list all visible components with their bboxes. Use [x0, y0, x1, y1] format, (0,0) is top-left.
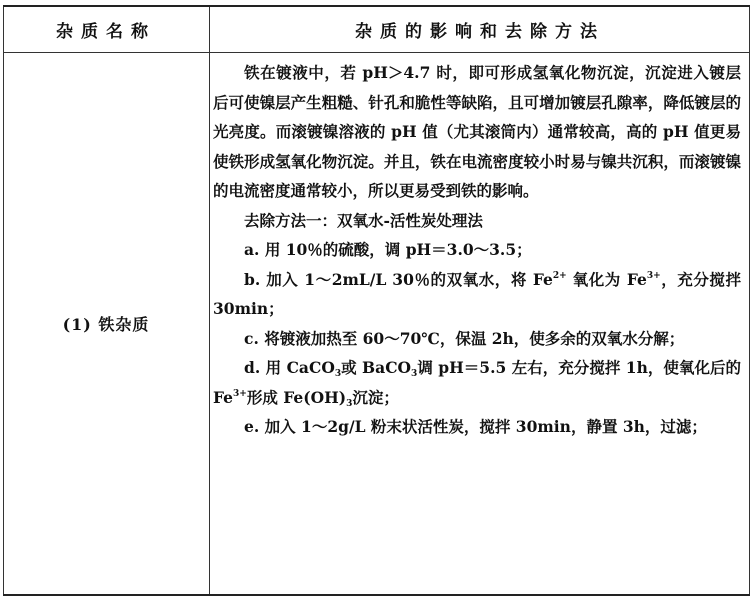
- table-column-divider: [209, 7, 210, 594]
- step-d: [213, 353, 741, 412]
- step-d-text-2: 或 BaCO: [341, 358, 412, 377]
- header-effect-removal: 杂质的影响和去除方法: [355, 22, 605, 42]
- step-d-sub-1: 3: [334, 369, 342, 379]
- step-b-text-3: ，充分搅拌 30min；: [213, 269, 741, 318]
- step-b-text-2: 氧化为 Fe: [566, 269, 647, 289]
- method-title: 去除方法一：双氧水-活性炭处理法: [244, 210, 483, 230]
- step-d-sub-3: 3: [346, 398, 353, 409]
- step-d-sup-1: 3+: [233, 388, 247, 399]
- step-b: [213, 265, 741, 324]
- step-d-text-3: 调 pH＝5.5 左右，充分搅拌 1h，使氧化后的 Fe: [213, 358, 741, 407]
- table-border-right: [749, 7, 750, 594]
- step-d-sub-2: 3: [411, 369, 418, 379]
- step-c: c. 将镀液加热至 60～70℃，保温 2h，使多余的双氧水分解；: [244, 328, 685, 348]
- step-d-text-4: 形成 Fe(OH): [246, 387, 347, 407]
- step-e: e. 加入 1～2g/L 粉末状活性炭，搅拌 30min，静置 3h，过滤；: [244, 417, 707, 436]
- intro-paragraph: 铁在镀液中，若 pH＞4.7 时，即可形成氢氧化物沉淀，沉淀进入镀层后可使镍层产生粗糙、针孔和脆性等缺陷，且可增加镀层孔隙率，降低镀层的光亮度。而滚镀镍溶液的 pH 值（尤其滚筒内）通常较高，高的 pH 值更易使铁形成氢氧化物沉淀。并且，铁在电流密度较小时易与镍共沉积，而滚镀镍的电流密度通常较小，所以更易受到铁的影响。: [213, 63, 741, 200]
- step-d-text-5: 沉淀；: [352, 387, 399, 407]
- step-a: a. 用 10％的硫酸，调 pH＝3.0～3.5；: [244, 240, 532, 259]
- step-b-sup-2: 3+: [646, 270, 661, 281]
- impurity-name-cell: (1) 铁杂质: [62, 315, 150, 334]
- step-b-sup-1: 2+: [552, 270, 567, 281]
- header-impurity-name: 杂质名称: [56, 22, 156, 42]
- step-d-text-1: d. 用 CaCO: [244, 358, 335, 377]
- step-b-text-1: b. 加入 1～2mL/L 30％的双氧水，将 Fe: [244, 269, 553, 289]
- effect-removal-cell: [213, 58, 741, 442]
